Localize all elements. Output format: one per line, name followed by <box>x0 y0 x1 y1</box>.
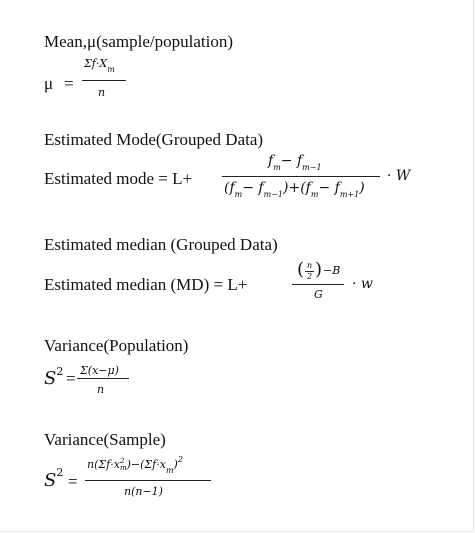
mode-lhs: Estimated mode = L+ <box>44 169 193 188</box>
var-pop-lhs: $S^2$ <box>44 365 64 389</box>
median-inner-denominator: 2 <box>307 272 313 281</box>
mode-heading: Estimated Mode(Grouped Data) <box>44 130 264 149</box>
var-sample-denominator: n(n−1) <box>124 485 163 498</box>
var-pop-fraction-line <box>77 378 129 379</box>
var-sample-equals: = <box>68 472 78 491</box>
mean-numerator: $\Sigma f\cdot X_m$ <box>84 57 115 74</box>
mean-numerator-sub: m <box>107 65 115 74</box>
median-numerator-tail: −B <box>323 264 341 277</box>
mode-numerator: $f_m- f_{m-1}$ <box>268 153 322 172</box>
var-pop-numerator: Σ(x−μ) <box>80 364 119 377</box>
median-inner-numerator: n <box>307 261 313 270</box>
mean-denominator: n <box>98 86 106 99</box>
var-pop-heading: Variance(Population) <box>44 336 189 355</box>
median-fraction-line <box>292 284 344 285</box>
mode-denominator: $(f_m- f_{m-1})+(f_m- f_{m+1})$ <box>224 180 365 199</box>
median-close-paren: ) <box>315 259 323 280</box>
var-sample-heading: Variance(Sample) <box>44 430 166 449</box>
mode-fraction-line <box>222 176 380 177</box>
var-pop-equals: = <box>66 369 76 388</box>
var-sample-fraction-line <box>85 480 211 481</box>
mean-fraction-line <box>82 80 126 81</box>
median-heading: Estimated median (Grouped Data) <box>44 235 278 254</box>
mean-heading: Mean,μ(sample/population) <box>44 32 233 51</box>
median-tail: · w <box>352 276 373 292</box>
median-denominator: G <box>314 288 323 301</box>
mean-equals: = <box>64 74 74 93</box>
var-pop-denominator: n <box>97 383 105 396</box>
median-open-paren: ( <box>297 259 305 280</box>
var-sample-numerator: n(Σf·x 2 m )$-(\Sigma f\cdot x_m)^2$ <box>87 455 183 475</box>
median-lhs: Estimated median (MD) = L+ <box>44 275 248 294</box>
mode-tail: · W <box>387 168 411 184</box>
var-sample-lhs: $S^2$ <box>44 466 64 491</box>
mean-lhs-mu: μ <box>44 74 54 93</box>
